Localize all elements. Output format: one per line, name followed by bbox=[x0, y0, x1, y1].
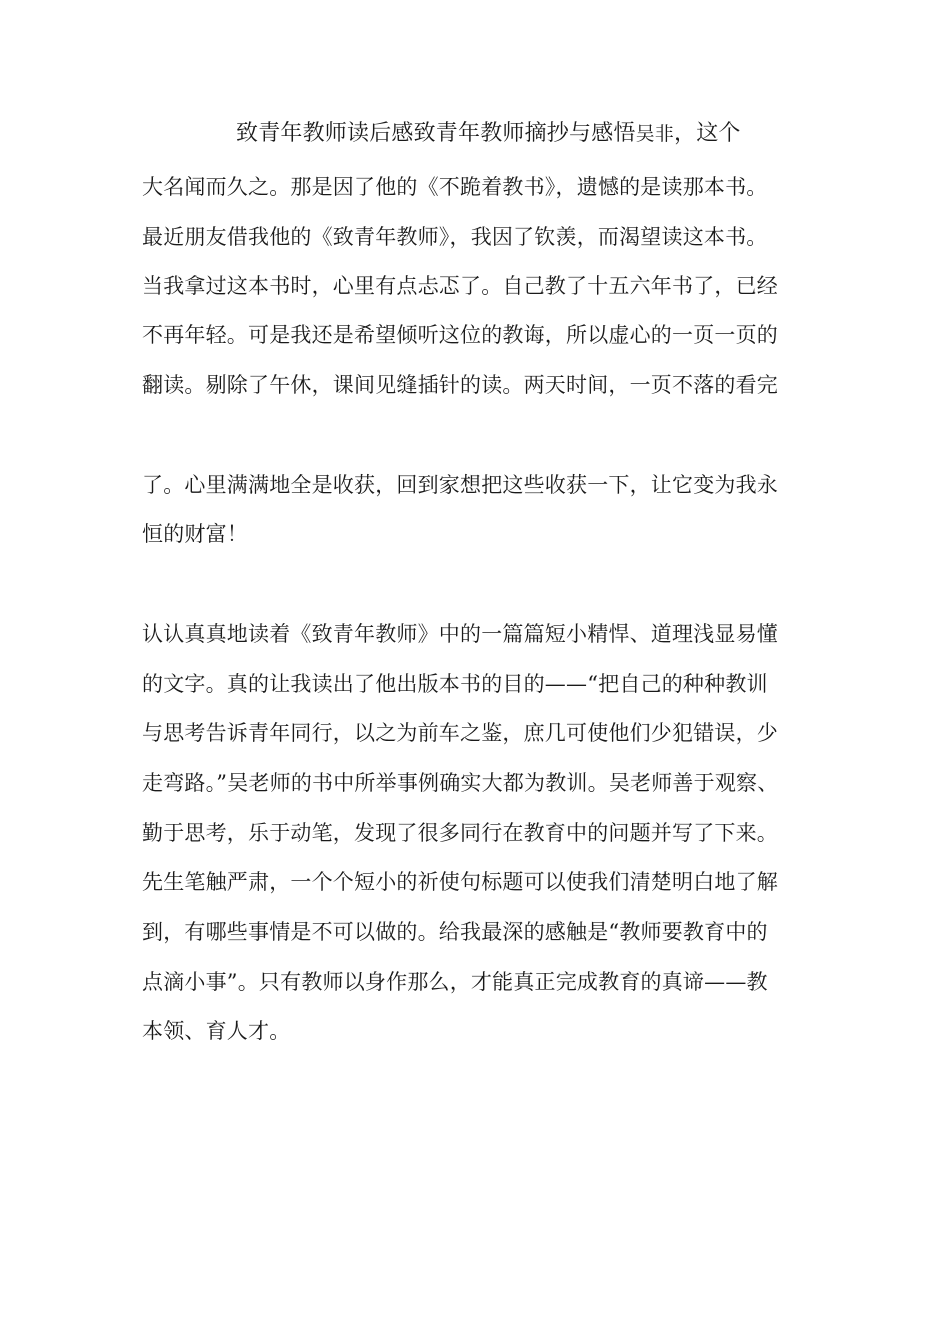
paragraph-line: 先生笔触严肃，一个个短小的祈使句标题可以使我们清楚明白地了解 bbox=[142, 870, 778, 894]
paragraph-line: 认认真真地读着《致青年教师》中的一篇篇短小精悍、道理浅显易懂 bbox=[142, 622, 778, 646]
paragraph-line: 点滴小事”。只有教师以身作那么，才能真正完成教育的真谛——教 bbox=[142, 970, 768, 994]
document-title: 致青年教师读后感致青年教师摘抄与感悟 bbox=[236, 121, 636, 146]
paragraph-line: 与思考告诉青年同行，以之为前车之鉴，庶几可使他们少犯错误，少 bbox=[142, 721, 778, 745]
paragraph-line: 本领、育人才。 bbox=[142, 1019, 291, 1043]
document-author: 吴非 bbox=[635, 123, 675, 145]
paragraph-line: 到，有哪些事情是不可以做的。给我最深的感触是“教师要教育中的 bbox=[142, 920, 768, 944]
paragraph-line: 了。心里满满地全是收获，回到家想把这些收获一下，让它变为我永 bbox=[142, 473, 778, 497]
paragraph-line: 的文字。真的让我读出了他出版本书的目的——“把自己的种种教训 bbox=[142, 672, 768, 696]
document-title-tail: ，这个 bbox=[674, 121, 741, 146]
paragraph-line: 翻读。剔除了午休，课间见缝插针的读。两天时间，一页不落的看完 bbox=[142, 373, 778, 397]
paragraph-line: 当我拿过这本书时，心里有点忐忑了。自己教了十五六年书了，已经 bbox=[142, 274, 778, 298]
paragraph-line: 不再年轻。可是我还是希望倾听这位的教诲，所以虚心的一页一页的 bbox=[142, 323, 778, 347]
paragraph-line: 走弯路。”吴老师的书中所举事例确实大都为教训。吴老师善于观察、 bbox=[142, 771, 779, 795]
paragraph-line: 大名闻而久之。那是因了他的《不跪着教书》，遗憾的是读那本书。 bbox=[142, 175, 768, 199]
paragraph-line: 勤于思考，乐于动笔，发现了很多同行在教育中的问题并写了下来。 bbox=[142, 821, 778, 845]
paragraph-line: 最近朋友借我他的《致青年教师》，我因了钦羡，而渴望读这本书。 bbox=[142, 225, 768, 249]
document-title-line bbox=[236, 122, 741, 146]
paragraph-line: 恒的财富！ bbox=[142, 522, 248, 546]
